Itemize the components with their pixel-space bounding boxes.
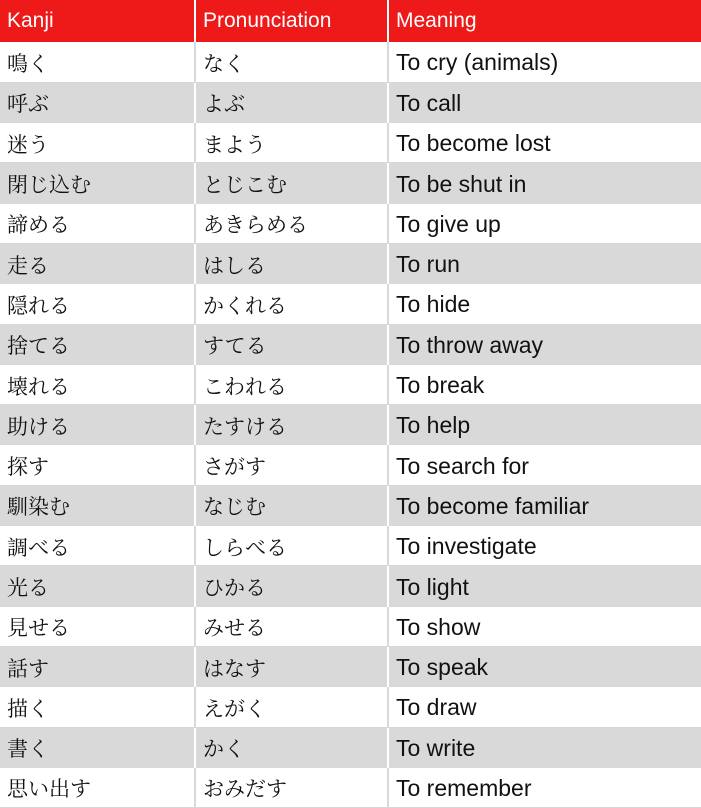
table-row (0, 82, 701, 122)
table-row (0, 646, 701, 686)
table-row (0, 727, 701, 767)
meaning-cell[interactable]: To break (388, 364, 701, 404)
table-row (0, 42, 701, 82)
pronunciation-cell[interactable]: しらべる (195, 526, 388, 566)
meaning-cell[interactable]: To call (388, 82, 701, 122)
pronunciation-cell[interactable]: よぶ (195, 82, 388, 122)
column-header-meaning[interactable]: Meaning (388, 0, 701, 42)
table-header (0, 0, 701, 42)
kanji-cell[interactable]: 見せる (0, 606, 195, 646)
table-row (0, 687, 701, 727)
table-row (0, 364, 701, 404)
pronunciation-cell[interactable]: すてる (195, 324, 388, 364)
kanji-cell[interactable]: 閉じ込む (0, 163, 195, 203)
kanji-cell[interactable]: 呼ぶ (0, 82, 195, 122)
pronunciation-cell[interactable]: たすける (195, 405, 388, 445)
column-header-pronunciation[interactable]: Pronunciation (195, 0, 388, 42)
kanji-cell[interactable]: 鳴く (0, 42, 195, 82)
kanji-cell[interactable]: 助ける (0, 405, 195, 445)
pronunciation-cell[interactable]: かく (195, 727, 388, 767)
table-row (0, 163, 701, 203)
kanji-cell[interactable]: 捨てる (0, 324, 195, 364)
pronunciation-cell[interactable]: えがく (195, 687, 388, 727)
meaning-cell[interactable]: To search for (388, 445, 701, 485)
pronunciation-cell[interactable]: おみだす (195, 767, 388, 807)
kanji-cell[interactable]: 書く (0, 727, 195, 767)
table-row (0, 203, 701, 243)
meaning-cell[interactable]: To draw (388, 687, 701, 727)
meaning-cell[interactable]: To hide (388, 284, 701, 324)
meaning-cell[interactable]: To speak (388, 646, 701, 686)
pronunciation-cell[interactable]: まよう (195, 123, 388, 163)
meaning-cell[interactable]: To light (388, 566, 701, 606)
meaning-cell[interactable]: To show (388, 606, 701, 646)
meaning-cell[interactable]: To be shut in (388, 163, 701, 203)
meaning-cell[interactable]: To cry (animals) (388, 42, 701, 82)
meaning-cell[interactable]: To become lost (388, 123, 701, 163)
pronunciation-cell[interactable]: なじむ (195, 485, 388, 525)
table-row (0, 445, 701, 485)
header-row (0, 0, 701, 42)
kanji-cell[interactable]: 探す (0, 445, 195, 485)
table-row (0, 606, 701, 646)
pronunciation-cell[interactable]: あきらめる (195, 203, 388, 243)
meaning-cell[interactable]: To run (388, 243, 701, 283)
meaning-cell[interactable]: To help (388, 405, 701, 445)
kanji-cell[interactable]: 隠れる (0, 284, 195, 324)
pronunciation-cell[interactable]: とじこむ (195, 163, 388, 203)
kanji-cell[interactable]: 馴染む (0, 485, 195, 525)
meaning-cell[interactable]: To become familiar (388, 485, 701, 525)
column-header-kanji[interactable]: Kanji (0, 0, 195, 42)
table-row (0, 405, 701, 445)
pronunciation-cell[interactable]: ひかる (195, 566, 388, 606)
kanji-cell[interactable]: 迷う (0, 123, 195, 163)
table-row (0, 767, 701, 807)
table-row (0, 485, 701, 525)
kanji-cell[interactable]: 壊れる (0, 364, 195, 404)
kanji-cell[interactable]: 話す (0, 646, 195, 686)
kanji-cell[interactable]: 走る (0, 243, 195, 283)
kanji-cell[interactable]: 描く (0, 687, 195, 727)
kanji-cell[interactable]: 思い出す (0, 767, 195, 807)
kanji-cell[interactable]: 光る (0, 566, 195, 606)
pronunciation-cell[interactable]: なく (195, 42, 388, 82)
pronunciation-cell[interactable]: はなす (195, 646, 388, 686)
pronunciation-cell[interactable]: さがす (195, 445, 388, 485)
kanji-cell[interactable]: 調べる (0, 526, 195, 566)
meaning-cell[interactable]: To throw away (388, 324, 701, 364)
table-row (0, 284, 701, 324)
pronunciation-cell[interactable]: みせる (195, 606, 388, 646)
pronunciation-cell[interactable]: こわれる (195, 364, 388, 404)
pronunciation-cell[interactable]: かくれる (195, 284, 388, 324)
pronunciation-cell[interactable]: はしる (195, 243, 388, 283)
table-row (0, 324, 701, 364)
meaning-cell[interactable]: To investigate (388, 526, 701, 566)
meaning-cell[interactable]: To remember (388, 767, 701, 807)
table-row (0, 243, 701, 283)
kanji-cell[interactable]: 諦める (0, 203, 195, 243)
table-row (0, 526, 701, 566)
table-body (0, 42, 701, 808)
table-row (0, 123, 701, 163)
meaning-cell[interactable]: To give up (388, 203, 701, 243)
meaning-cell[interactable]: To write (388, 727, 701, 767)
table-row (0, 566, 701, 606)
